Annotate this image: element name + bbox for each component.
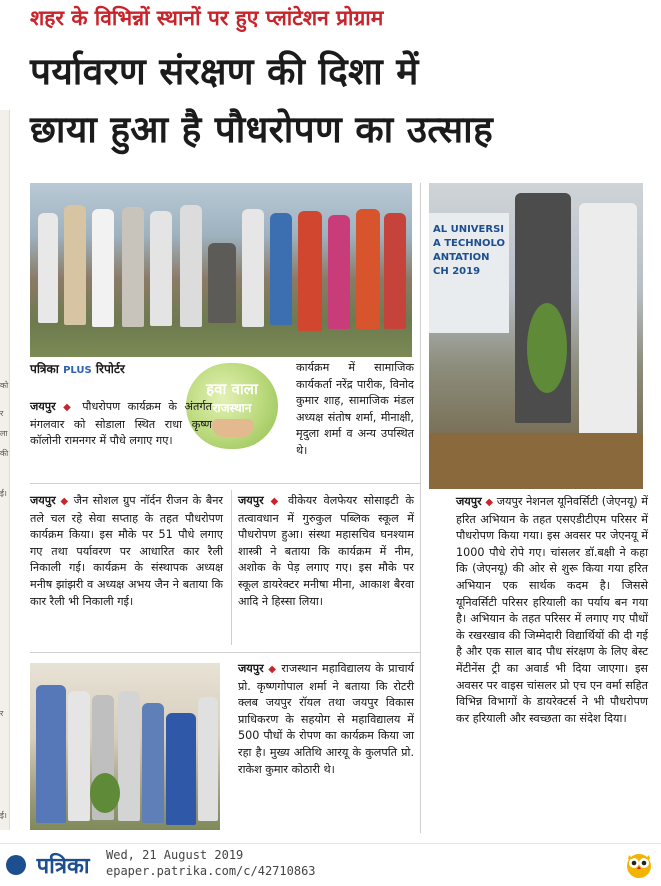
banner-text: A TECHNOLO	[433, 238, 505, 249]
story-jnu	[456, 494, 648, 727]
story-city: जयपुर	[30, 494, 56, 507]
patrika-logo[interactable]	[6, 850, 90, 880]
story-text: जयपुर नेशनल यूनिवर्सिटी (जेएनयू) में हरित अभियान के तहत एसएडीटीएम परिसर में पौधरोपण किया गया। इस अवसर पर जेएनयू में 1000 पौधे रोपे गए। चांसलर डॉ.बक्षी ने कहा कि (जेएनयू) की ओर से शुरू किया गया हरित अभियान एक सार्थक कदम है। जिससे यूनिवर्सिटी परिसर हरियाली का पर्याय बन गया है। अभियान के तहत परिसर में लगाए गए पौधों के रखरखाव की जिम्मेदारी विद्यार्थियों की दी गई है और एक साल बाद पौध संरक्षण के लिए बेस्ट मेंटीनेंस ट्री का अवार्ड भी दिया जाएगा। इस अवसर पर वाइस चांसलर प्रो एच एन वर्मा सहित विभिन्न विभागों के डायरेक्टर्स ने भी पौधरोपण कर हरियाली और स्वच्छता का संदेश दिया।	[456, 495, 648, 725]
bullet-icon: ◆	[60, 496, 70, 507]
badge-line-1: हवा वाला	[206, 380, 258, 398]
strip-text: को	[0, 381, 9, 390]
strip-text: ला	[0, 429, 8, 438]
story-text: वीकेयर वेलफेयर सोसाइटी के तत्वावधान में गुरुकुल पब्लिक स्कूल में पौधरोपण हुआ। संस्था महासचिव घनश्याम शास्त्री ने बताया कि कार्यक्रम में नीम, अशोक के पेड़ लगाए गए। इस मौके पर स्कूल डायरेक्टर मनीषा मीना, आकाश बैरवा आदि ने हिस्सा लिया।	[238, 494, 414, 608]
row-divider	[30, 483, 420, 484]
column-divider	[420, 183, 421, 833]
adjacent-page-edge	[0, 110, 10, 830]
story-city: जयपुर	[30, 400, 56, 413]
bullet-icon: ◆	[270, 496, 282, 507]
story-jain-social-group	[30, 493, 223, 610]
story-sodala-continued	[296, 360, 414, 460]
hand-icon	[212, 419, 254, 437]
byline-role: रिपोर्टर	[95, 362, 125, 376]
story-text: जैन सोशल ग्रुप नॉर्दन रीजन के बैनर तले चल रहे सेवा सप्ताह के तहत पौधरोपण कार्यक्रम किया। इस मौके पर 51 पौधे लगाए गए तथा पर्यावरण पर आधारित कार रैली निकाली गई। कार्यक्रम के संस्थापक अध्यक्ष मनीष झांझरी व अध्यक्ष अभय जैन ने बताया कि कार रैली भी निकाली गई।	[30, 494, 224, 608]
bullet-icon: ◆	[268, 664, 277, 675]
kicker: शहर के विभिन्नों स्थानों पर हुए प्लांटेशन प्रोग्राम	[30, 6, 384, 30]
story-rajasthan-college	[238, 661, 414, 778]
story-text: राजस्थान महाविद्यालय के प्राचार्य प्रो. कृष्णगोपाल शर्मा ने बताया कि रोटरी क्लब जयपुर रॉयल तथा जयपुर विकास प्राधिकरण के सहयोग से महाविद्यालय में 500 पौधों के रोपण का कार्यक्रम किया जा रहा है। मुख्य अतिथि आरयू के कुलपति प्रो. राकेश कुमार कोठारी थे।	[238, 662, 414, 776]
banner-text: AL UNIVERSI	[433, 224, 504, 235]
story-city: जयपुर	[238, 494, 264, 507]
badge-line-2: राजस्थान	[212, 401, 252, 415]
jnu-planting-photo	[429, 183, 643, 489]
strip-text: की	[0, 449, 9, 458]
group-photo-ramnagar	[30, 183, 412, 357]
bullet-icon: ◆	[485, 497, 494, 508]
logo-text: पत्रिका	[36, 854, 90, 879]
row-divider	[30, 652, 420, 653]
byline	[30, 360, 125, 377]
story-wecare-society	[238, 493, 414, 610]
logo-icon	[6, 855, 26, 875]
strip-text: ई।	[0, 489, 7, 498]
edition-date: Wed, 21 August 2019	[106, 848, 244, 862]
college-planting-photo	[30, 663, 220, 830]
byline-brand: पत्रिका	[30, 362, 59, 376]
column-divider	[231, 490, 232, 645]
story-city: जयपुर	[456, 495, 482, 508]
headline-line-2: छाया हुआ है पौधरोपण का उत्साह	[30, 108, 494, 151]
byline-plus: PLUS	[63, 365, 92, 376]
epaper-url[interactable]: epaper.patrika.com/c/42710863	[106, 864, 316, 878]
story-sodala	[30, 399, 212, 450]
story-text: कार्यक्रम में सामाजिक कार्यकर्ता नरेंद्र पारीक, विनोद कुमार शाह, सामाजिक मंडल अध्यक्ष संतोष शर्मा, मीनाक्षी, मृदुला शर्मा व अन्य उपस्थित थे।	[296, 361, 414, 457]
story-city: जयपुर	[238, 662, 264, 675]
strip-text: ई।	[0, 811, 7, 820]
strip-text: र	[0, 709, 4, 718]
strip-text: र	[0, 409, 4, 418]
owl-icon[interactable]	[625, 849, 653, 879]
bullet-icon: ◆	[63, 402, 75, 413]
banner-text: CH 2019	[433, 266, 481, 277]
headline-line-1: पर्यावरण संरक्षण की दिशा में	[30, 50, 419, 93]
banner-text: ANTATION	[433, 252, 490, 263]
story-text: पौधरोपण कार्यक्रम के अंतर्गत मंगलवार को सोडाला स्थित राधा कृष्ण कॉलोनी रामनगर में पौधे लगाए गए।	[30, 400, 212, 448]
epaper-footer	[0, 843, 661, 886]
